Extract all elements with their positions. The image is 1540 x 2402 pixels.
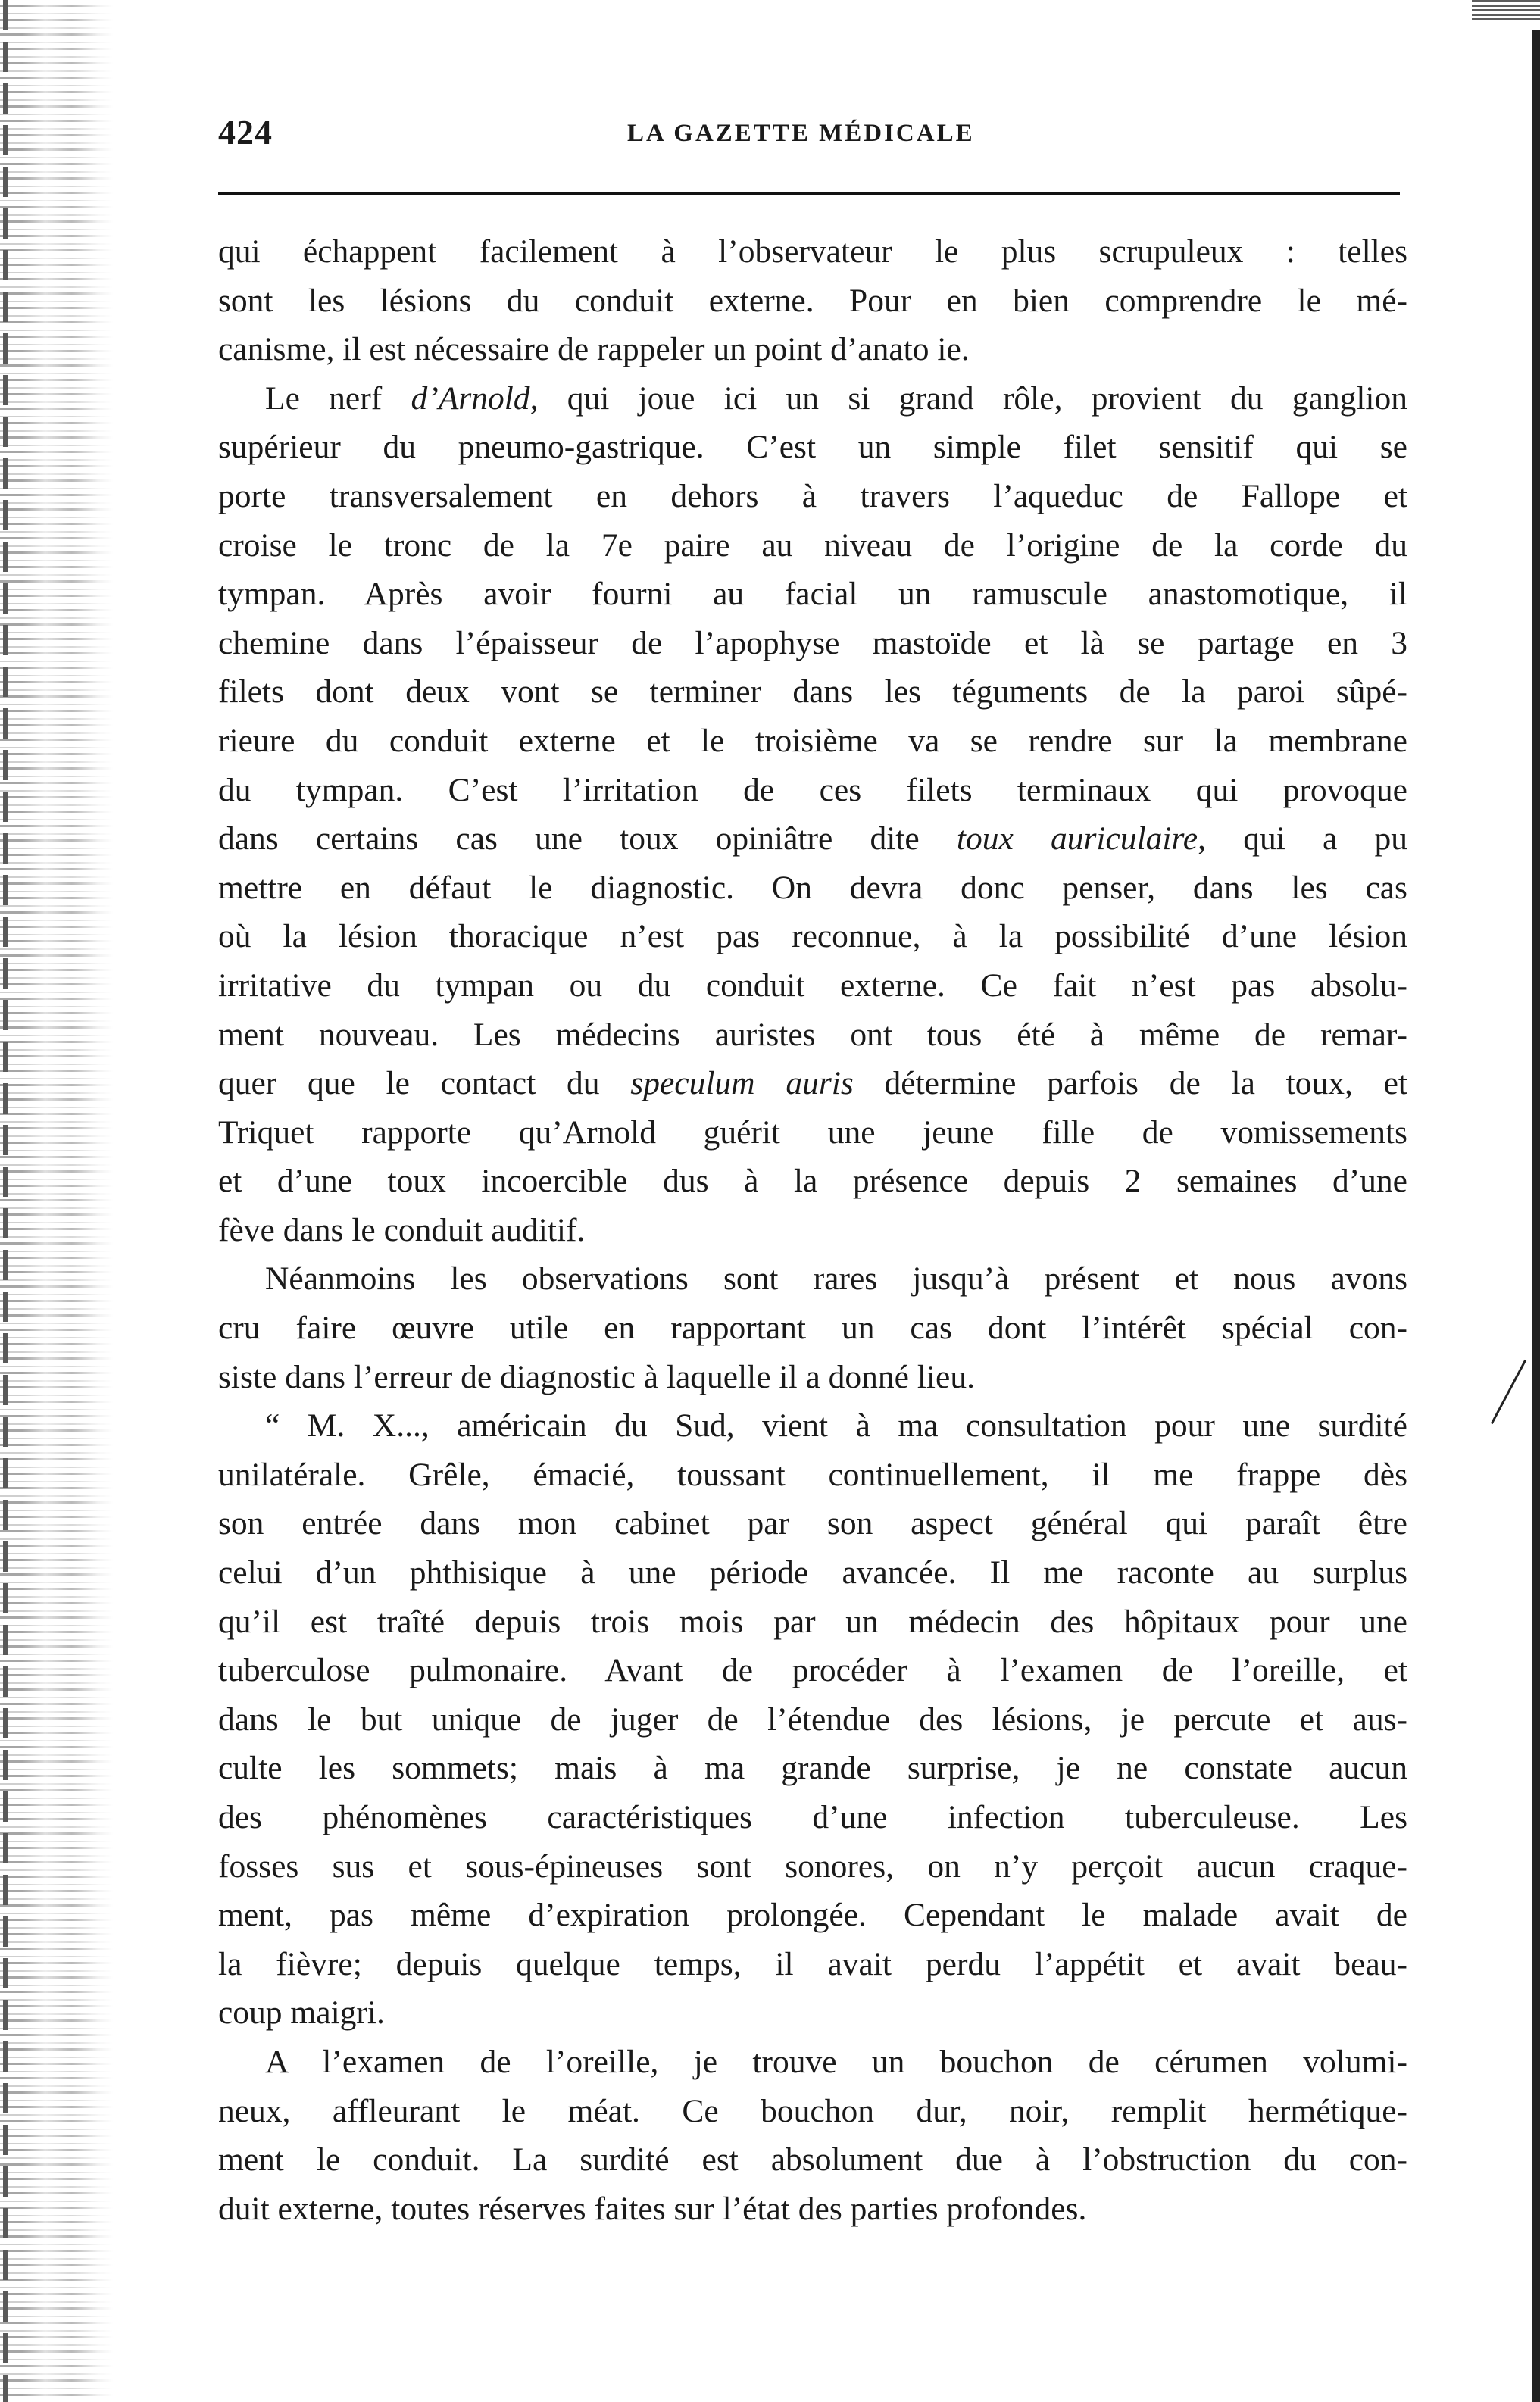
text-line: Néanmoins les observations sont rares jusqu’à présent et nous avons [265, 1260, 1407, 1298]
text-line: celui d’un phthisique à une période avancée. Il me raconte au surplus [218, 1554, 1407, 1591]
text-line: tuberculose pulmonaire. Avant de procéder à l’examen de l’oreille, et [218, 1652, 1407, 1689]
text-line: fève dans le conduit auditif. [218, 1211, 586, 1248]
text-line: croise le tronc de la 7e paire au niveau de l’origine de la corde du [218, 526, 1407, 564]
text-line: cru faire œuvre utile en rapportant un cas dont l’intérêt spécial con- [218, 1310, 1407, 1347]
text-line: porte transversalement en dehors à travers l’aqueduc de Fallope et [218, 477, 1407, 514]
article-body [218, 227, 1407, 2233]
page-header [218, 112, 1400, 165]
page-number: 424 [218, 113, 273, 151]
paragraph-3 [218, 1254, 1407, 1401]
text-line: qu’il est traîté depuis trois mois par un médecin des hôpitaux pour une [218, 1603, 1407, 1640]
text-line: son entrée dans mon cabinet par son aspect général qui paraît être [218, 1505, 1407, 1542]
paragraph-5 [218, 2038, 1407, 2233]
paragraph-2 [218, 374, 1407, 1255]
text-line: Le nerf d’Arnold, qui joue ici un si grand rôle, provient du ganglion [265, 380, 1407, 417]
text-line: “ M. X..., américain du Sud, vient à ma consultation pour une surdité [265, 1407, 1407, 1445]
text-line: tympan. Après avoir fourni au facial un ramuscule anastomotique, il [218, 576, 1407, 613]
margin-pencil-mark [1491, 1360, 1526, 1424]
paragraph-1 [218, 227, 1407, 374]
text-line: du tympan. C’est l’irritation de ces filets terminaux qui provoque [218, 771, 1407, 808]
text-line: des phénomènes caractéristiques d’une infection tuberculeuse. Les [218, 1799, 1407, 1835]
text-line: ment le conduit. La surdité est absolument due à l’obstruction du con- [218, 2141, 1407, 2179]
running-title: LA GAZETTE MÉDICALE [627, 120, 975, 147]
text-line: quer que le contact du speculum auris détermine parfois de la toux, et [218, 1065, 1407, 1102]
text-line: canisme, il est nécessaire de rappeler un point d’anato ie. [218, 331, 970, 368]
text-line: neux, affleurant le méat. Ce bouchon dur, noir, remplit hermétique- [218, 2092, 1407, 2129]
text-line: rieure du conduit externe et le troisième va se rendre sur la membrane [218, 722, 1407, 759]
text-line: filets dont deux vont se terminer dans les téguments de la paroi sûpé- [218, 673, 1407, 711]
header-rule [218, 192, 1400, 195]
text-line: irritative du tympan ou du conduit externe. Ce fait n’est pas absolu- [218, 967, 1407, 1004]
text-line: et d’une toux incoercible dus à la présence depuis 2 semaines d’une [218, 1163, 1407, 1200]
paragraph-4 [218, 1401, 1407, 2038]
text-line: où la lésion thoracique n’est pas reconnue, à la possibilité d’une lésion [218, 918, 1407, 955]
text-line: la fièvre; depuis quelque temps, il avait perdu l’appétit et avait beau- [218, 1945, 1407, 1982]
scan-top-right-edge [1472, 0, 1540, 21]
text-line: unilatérale. Grêle, émacié, toussant continuellement, il me frappe dès [218, 1456, 1407, 1493]
text-line: A l’examen de l’oreille, je trouve un bouchon de cérumen volumi- [265, 2043, 1407, 2080]
text-line: coup maigri. [218, 1994, 385, 2032]
text-line: dans le but unique de juger de l’étendue des lésions, je percute et aus- [218, 1701, 1407, 1738]
scan-right-edge [1532, 30, 1540, 2402]
text-line: supérieur du pneumo-gastrique. C’est un simple filet sensitif qui se [218, 429, 1407, 466]
text-line: dans certains cas une toux opiniâtre dite toux auriculaire, qui a pu [218, 820, 1407, 857]
text-line: sont les lésions du conduit externe. Pour en bien comprendre le mé- [218, 282, 1407, 319]
text-line: qui échappent facilement à l’observateur le plus scrupuleux : telles [218, 233, 1407, 270]
text-line: siste dans l’erreur de diagnostic à laquelle il a donné lieu. [218, 1358, 975, 1395]
text-line: duit externe, toutes réserves faites sur l’état des parties profondes. [218, 2190, 1087, 2227]
text-line: Triquet rapporte qu’Arnold guérit une jeune fille de vomissements [218, 1114, 1407, 1151]
text-line: ment, pas même d’expiration prolongée. Cependant le malade avait de [218, 1897, 1407, 1934]
text-line: chemine dans l’épaisseur de l’apophyse mastoïde et là se partage en 3 [218, 624, 1407, 661]
text-line: culte les sommets; mais à ma grande surprise, je ne constate aucun [218, 1750, 1407, 1787]
text-line: mettre en défaut le diagnostic. On devra donc penser, dans les cas [218, 869, 1407, 906]
scan-left-edge [0, 0, 114, 2402]
text-line: fosses sus et sous-épineuses sont sonores, on n’y perçoit aucun craque- [218, 1848, 1407, 1885]
text-line: ment nouveau. Les médecins auristes ont tous été à même de remar- [218, 1016, 1407, 1053]
